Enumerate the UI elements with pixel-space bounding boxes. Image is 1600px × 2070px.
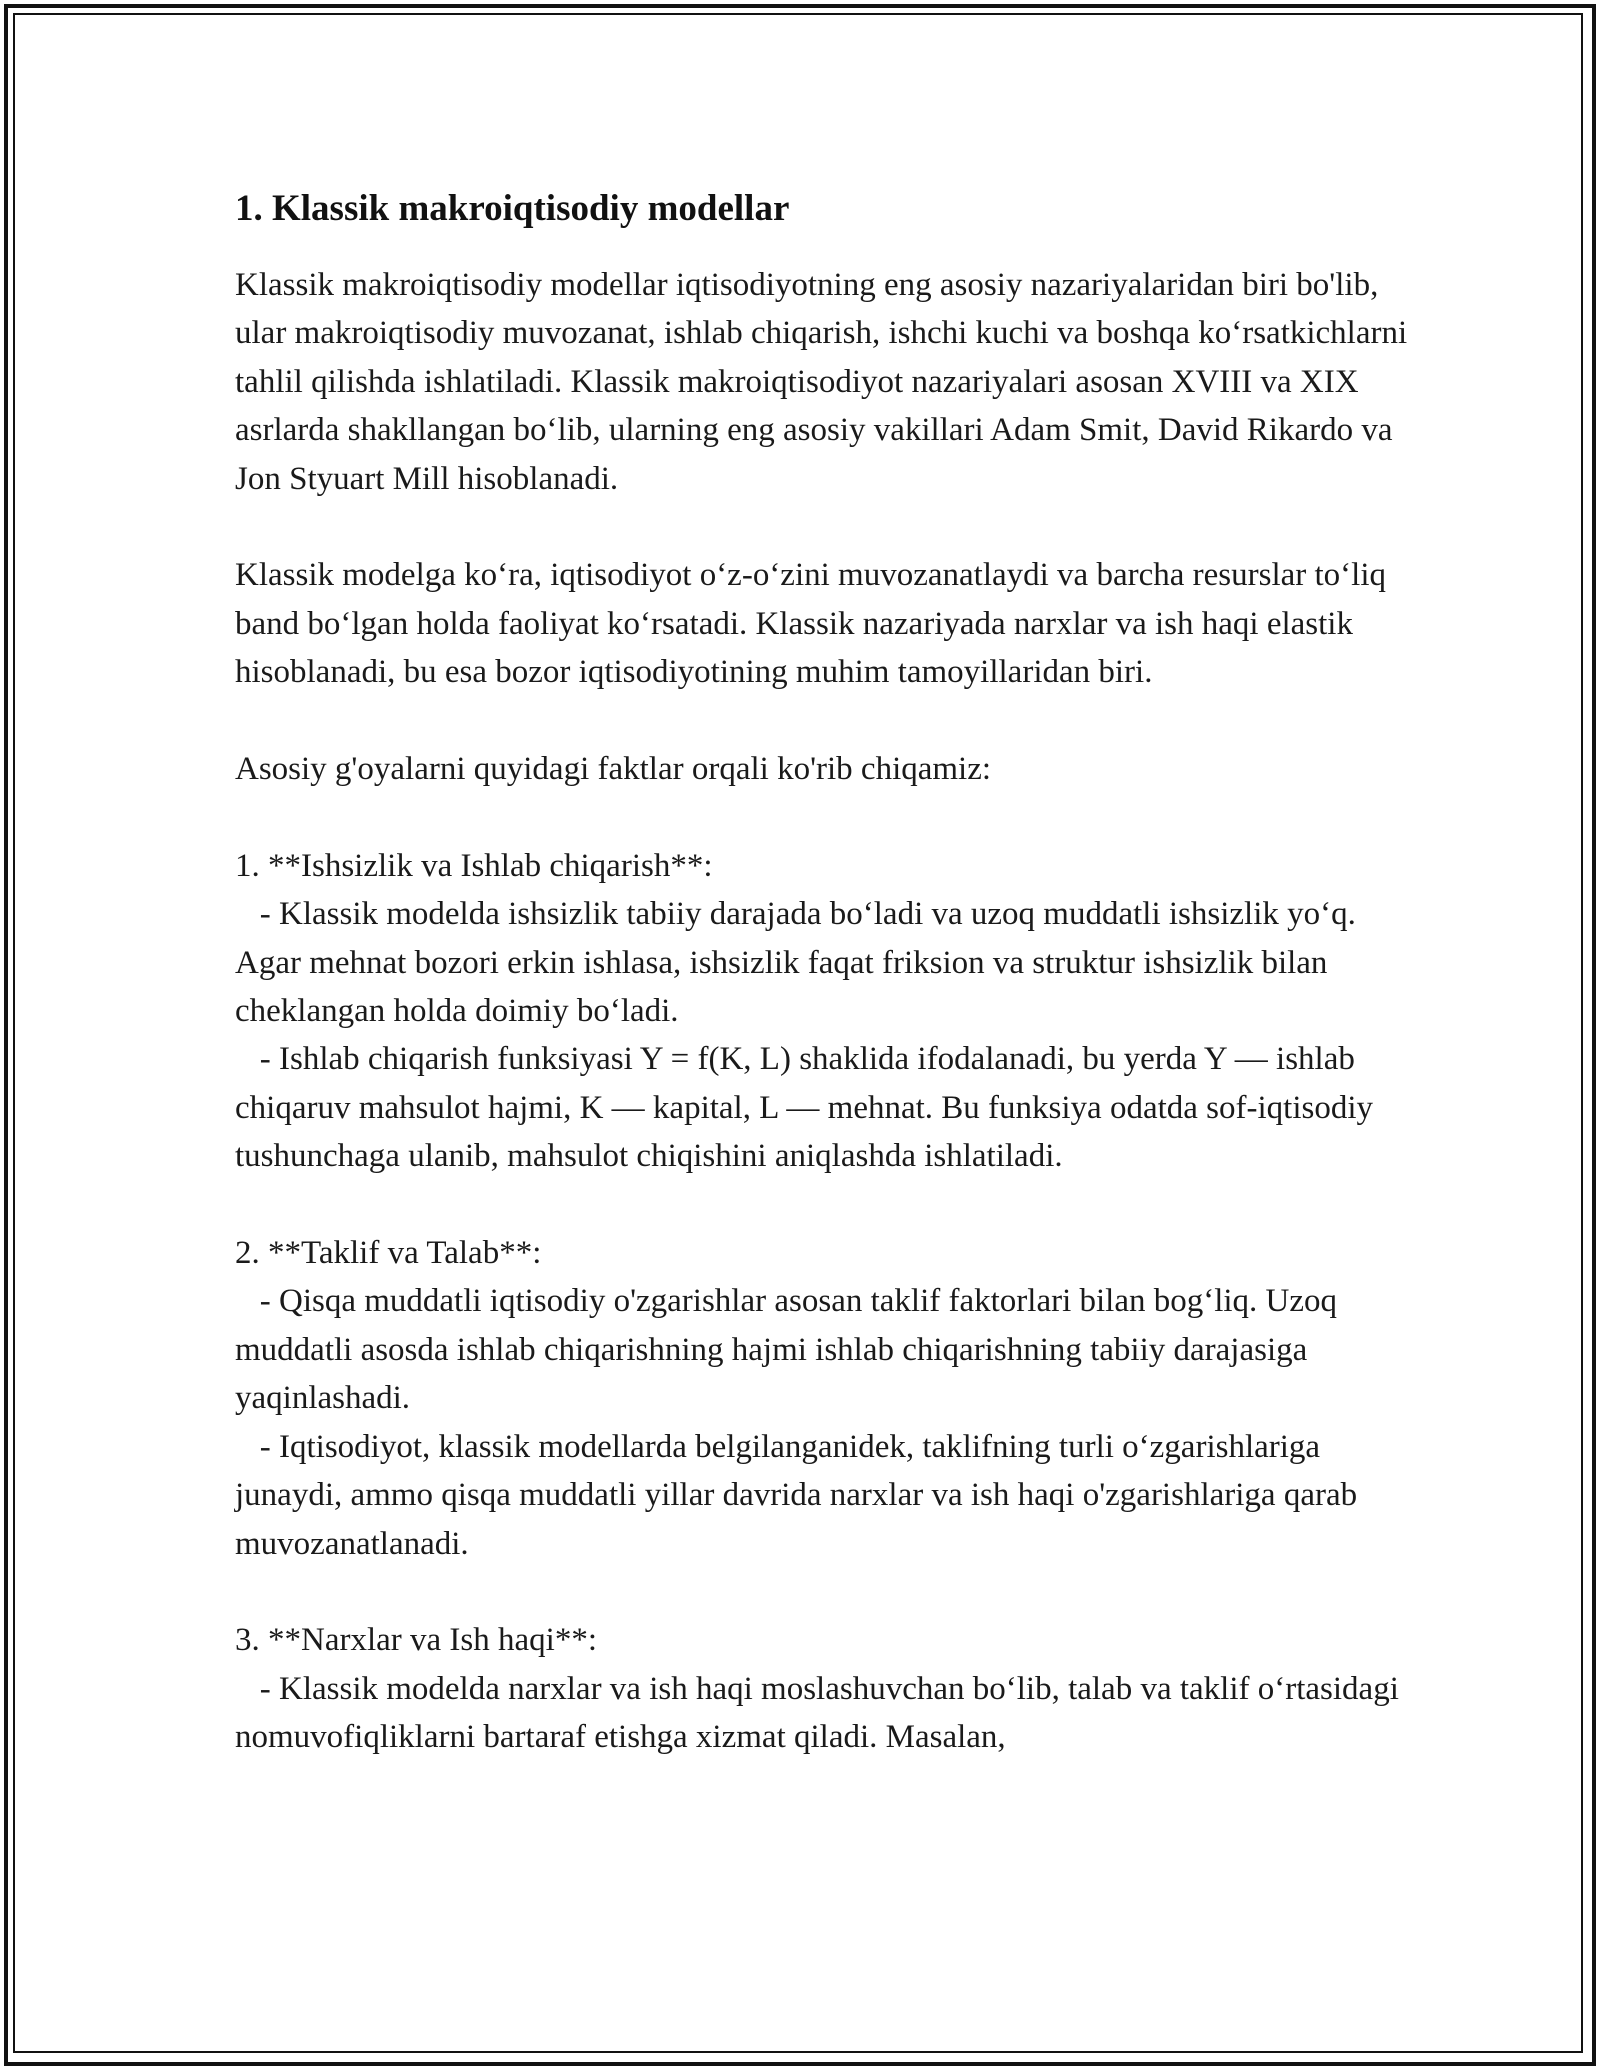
- list-item-title: 2. **Taklif va Talab**:: [235, 1235, 542, 1272]
- paragraph-gap: [235, 793, 1415, 841]
- list-item-title: 1. **Ishsizlik va Ishlab chiqarish**:: [235, 847, 713, 884]
- paragraph-gap: [235, 503, 1415, 551]
- paragraph-gap: [235, 697, 1415, 745]
- paragraph-main-ideas: Asosiy g'oyalarni quyidagi faktlar orqali ko'rib chiqamiz:: [235, 751, 992, 788]
- list-item: [235, 1229, 1415, 1568]
- list-item: [235, 842, 1415, 1181]
- list-sub-item: - Iqtisodiyot, klassik modellarda belgilanganidek, taklifning turli o‘zgarishlariga junaydi, ammo qisqa muddatli yillar davrida narxlar va ish haqi o'zgarishlariga qarab muvozanatlanadi.: [235, 1428, 1366, 1562]
- paragraph-gap: [235, 1568, 1415, 1616]
- list-item: [235, 1616, 1415, 1761]
- list-sub-item: - Qisqa muddatli iqtisodiy o'zgarishlar asosan taklif faktorlari bilan bog‘liq. Uzoq muddatli asosda ishlab chiqarishning hajmi ishlab chiqarishning tabiiy darajasiga yaqinlashadi.: [235, 1283, 1346, 1417]
- list-sub-item: - Ishlab chiqarish funksiyasi Y = f(K, L) shaklida ifodalanadi, bu yerda Y — ishlab chiqaruv mahsulot hajmi, K — kapital, L — mehnat. Bu funksiya odatda sof-iqtisodiy tushunchaga ulanib, mahsulot chiqishini aniqlashda ishlatiladi.: [235, 1041, 1382, 1175]
- section-heading: 1. Klassik makroiqtisodiy modellar: [235, 188, 790, 229]
- paragraph-gap: [235, 1181, 1415, 1229]
- list-item-title: 3. **Narxlar va Ish haqi**:: [235, 1622, 597, 1659]
- list-sub-item: - Klassik modelda ishsizlik tabiiy darajada bo‘ladi va uzoq muddatli ishsizlik yo‘q. Agar mehnat bozori erkin ishlasa, ishsizlik faqat friksion va struktur ishsizlik bilan cheklangan holda doimiy bo‘ladi.: [235, 896, 1363, 1030]
- list-sub-item: - Klassik modelda narxlar va ish haqi moslashuvchan bo‘lib, talab va taklif o‘rtasidagi nomuvofiqliklarni bartaraf etishga xizmat qiladi. Masalan,: [235, 1670, 1408, 1756]
- paragraph-intro: Klassik makroiqtisodiy modellar iqtisodiyotning eng asosiy nazariyalaridan biri bo'lib, ular makroiqtisodiy muvozanat, ishlab chiqarish, ishchi kuchi va boshqa ko‘rsatkichlarni tahlil qilishda ishlatiladi. Klassik makroiqtisodiyot nazariyalari asosan XVIII va XIX asrlarda shakllangan bo‘lib, ularning eng asosiy vakillari Adam Smit, David Rikardo va Jon Styuart Mill hisoblanadi.: [235, 267, 1416, 497]
- document-body: [235, 185, 1415, 1762]
- paragraph-classical-model: Klassik modelga ko‘ra, iqtisodiyot o‘z-o‘zini muvozanatlaydi va barcha resurslar to‘liq band bo‘lgan holda faoliyat ko‘rsatadi. Klassik nazariyada narxlar va ish haqi elastik hisoblanadi, bu esa bozor iqtisodiyotining muhim tamoyillaridan biri.: [235, 557, 1395, 691]
